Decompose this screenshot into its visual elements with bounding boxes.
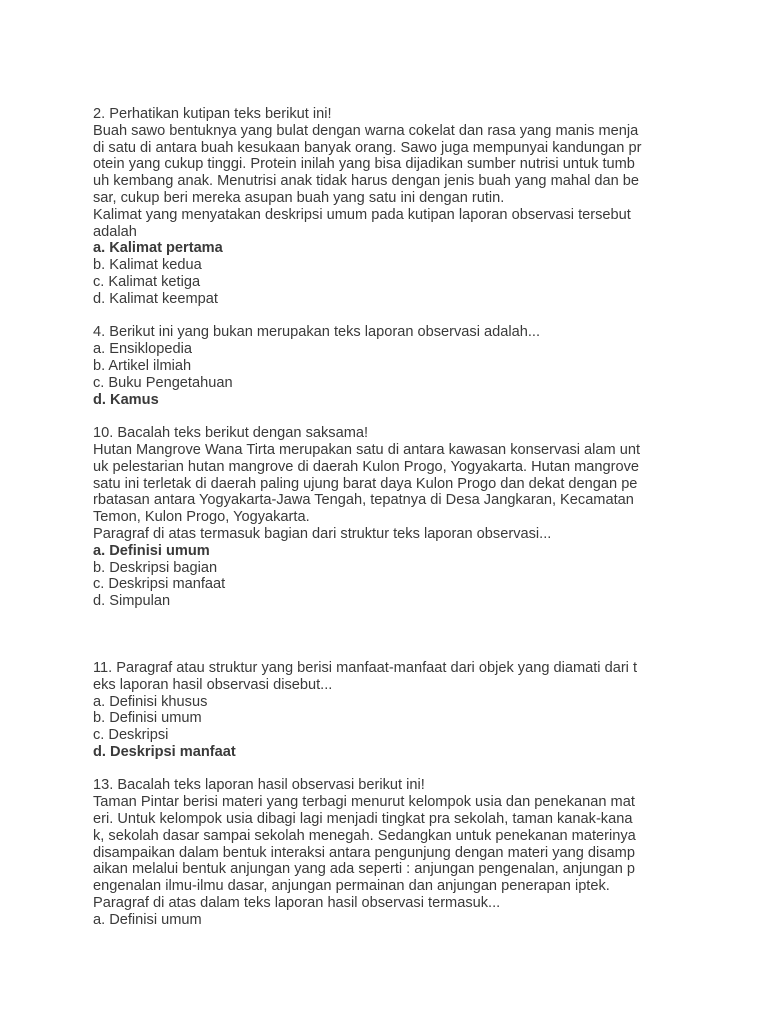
question-13 [93, 777, 693, 928]
answer-option: b. Deskripsi bagian [93, 559, 218, 576]
question-line: uk pelestarian hutan mangrove di daerah Kulon Progo, Yogyakarta. Hutan mangrove [93, 458, 640, 475]
question-line: 13. Bacalah teks laporan hasil observasi berikut ini! [93, 777, 425, 794]
answer-option: a. Definisi umum [93, 911, 202, 928]
question-line: Temon, Kulon Progo, Yogyakarta. [93, 509, 310, 526]
spacer [93, 761, 693, 778]
spacer [93, 610, 693, 660]
spacer [93, 408, 693, 425]
answer-option: c. Deskripsi manfaat [93, 576, 226, 593]
answer-option: d. Kalimat keempat [93, 290, 218, 307]
answer-option-correct: a. Kalimat pertama [93, 240, 223, 257]
question-line: satu ini terletak di daerah paling ujung barat daya Kulon Progo dan dekat dengan pe [93, 475, 638, 492]
answer-option: c. Deskripsi [93, 727, 169, 744]
question-line: di satu di antara buah kesukaan banyak orang. Sawo juga mempunyai kandungan pr [93, 139, 642, 156]
question-line: uh kembang anak. Menutrisi anak tidak harus dengan jenis buah yang mahal dan be [93, 173, 640, 190]
answer-option: b. Artikel ilmiah [93, 357, 192, 374]
question-line: eri. Untuk kelompok usia dibagi lagi menjadi tingkat pra sekolah, taman kanak-kana [93, 811, 633, 828]
question-line: aikan melalui bentuk anjungan yang ada seperti : anjungan pengenalan, anjungan p [93, 861, 636, 878]
answer-option: a. Definisi khusus [93, 693, 208, 710]
question-10 [93, 425, 693, 610]
question-line: adalah [93, 223, 137, 240]
question-line: otein yang cukup tinggi. Protein inilah yang bisa dijadikan sumber nutrisi untuk tumb [93, 156, 635, 173]
answer-option: b. Definisi umum [93, 710, 202, 727]
answer-option-correct: d. Deskripsi manfaat [93, 743, 236, 760]
question-line: engenalan ilmu-ilmu dasar, anjungan permainan dan anjungan penerapan iptek. [93, 878, 610, 895]
question-line: sar, cukup beri mereka asupan buah yang satu ini dengan rutin. [93, 189, 505, 206]
question-line: Paragraf di atas dalam teks laporan hasil observasi termasuk... [93, 895, 501, 912]
question-line: disampaikan dalam bentuk interaksi antara pengunjung dengan materi yang disamp [93, 844, 635, 861]
answer-option: d. Simpulan [93, 593, 171, 610]
question-line: eks laporan hasil observasi disebut... [93, 676, 333, 693]
question-line: 2. Perhatikan kutipan teks berikut ini! [93, 106, 332, 122]
question-line: Paragraf di atas termasuk bagian dari struktur teks laporan observasi... [93, 525, 552, 542]
question-line: 4. Berikut ini yang bukan merupakan teks laporan observasi adalah... [93, 324, 540, 341]
answer-option-correct: d. Kamus [93, 391, 159, 408]
spacer [93, 308, 693, 325]
question-line: rbatasan antara Yogyakarta-Jawa Tengah, tepatnya di Desa Jangkaran, Kecamatan [93, 492, 634, 509]
question-line: 10. Bacalah teks berikut dengan saksama! [93, 425, 369, 442]
question-11 [93, 660, 693, 761]
answer-option: b. Kalimat kedua [93, 257, 202, 274]
question-line: Taman Pintar berisi materi yang terbagi menurut kelompok usia dan penekanan mat [93, 794, 635, 811]
answer-option-correct: a. Definisi umum [93, 542, 210, 559]
document-page [93, 106, 693, 929]
question-line: k, sekolah dasar sampai sekolah menegah. Sedangkan untuk penekanan materinya [93, 827, 636, 844]
question-line: Hutan Mangrove Wana Tirta merupakan satu di antara kawasan konservasi alam unt [93, 441, 641, 458]
answer-option: a. Ensiklopedia [93, 341, 192, 358]
question-2 [93, 106, 693, 308]
answer-option: c. Buku Pengetahuan [93, 374, 233, 391]
question-4 [93, 324, 693, 408]
question-line: Buah sawo bentuknya yang bulat dengan warna cokelat dan rasa yang manis menja [93, 122, 639, 139]
question-line: Kalimat yang menyatakan deskripsi umum pada kutipan laporan observasi tersebut [93, 206, 631, 223]
answer-option: c. Kalimat ketiga [93, 273, 201, 290]
question-line: 11. Paragraf atau struktur yang berisi manfaat-manfaat dari objek yang diamati dari t [93, 659, 638, 676]
